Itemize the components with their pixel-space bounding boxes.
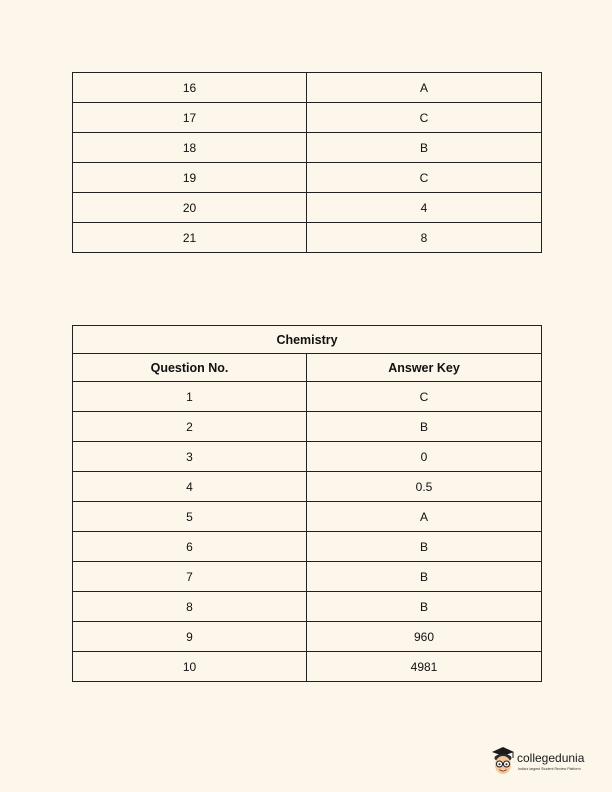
question-number-cell: 8 [73, 592, 307, 622]
answer-key-cell: B [307, 133, 542, 163]
logo-tagline: India's largest Student Review Platform [518, 767, 581, 771]
table-row [73, 382, 542, 412]
table-row [73, 412, 542, 442]
answer-key-cell: B [307, 592, 542, 622]
question-number-cell: 7 [73, 562, 307, 592]
answer-key-cell: B [307, 562, 542, 592]
answer-key-cell: 960 [307, 622, 542, 652]
question-number-cell: 1 [73, 382, 307, 412]
question-number-cell: 16 [73, 73, 307, 103]
answer-key-cell: A [307, 502, 542, 532]
table-row [73, 103, 542, 133]
table-row [73, 442, 542, 472]
table-row [73, 502, 542, 532]
mascot-icon [489, 744, 517, 780]
answer-key-table-continued [72, 72, 542, 253]
question-number-cell: 6 [73, 532, 307, 562]
question-number-cell: 18 [73, 133, 307, 163]
table-title: Chemistry [73, 326, 542, 354]
table-title-row [73, 326, 542, 354]
answer-key-cell: 0 [307, 442, 542, 472]
column-header-question: Question No. [73, 354, 307, 382]
table-row [73, 562, 542, 592]
table-row [73, 622, 542, 652]
question-number-cell: 19 [73, 163, 307, 193]
question-number-cell: 4 [73, 472, 307, 502]
answer-key-cell: C [307, 163, 542, 193]
table-body [73, 382, 542, 682]
answer-key-cell: 8 [307, 223, 542, 253]
table-row [73, 133, 542, 163]
answer-key-cell: B [307, 412, 542, 442]
table-row [73, 163, 542, 193]
question-number-cell: 20 [73, 193, 307, 223]
question-number-cell: 17 [73, 103, 307, 133]
collegedunia-logo [489, 744, 589, 780]
answer-key-cell: C [307, 103, 542, 133]
question-number-cell: 2 [73, 412, 307, 442]
answer-key-cell: 4 [307, 193, 542, 223]
question-number-cell: 10 [73, 652, 307, 682]
table-row [73, 592, 542, 622]
answer-key-cell: C [307, 382, 542, 412]
table-row [73, 193, 542, 223]
column-header-answer: Answer Key [307, 354, 542, 382]
answer-key-cell: B [307, 532, 542, 562]
table-row [73, 223, 542, 253]
column-header-row [73, 354, 542, 382]
table-row [73, 73, 542, 103]
logo-wordmark: collegedunia [517, 751, 585, 765]
table-body [73, 73, 542, 253]
table-row [73, 652, 542, 682]
question-number-cell: 9 [73, 622, 307, 652]
answer-key-cell: 4981 [307, 652, 542, 682]
question-number-cell: 21 [73, 223, 307, 253]
question-number-cell: 5 [73, 502, 307, 532]
question-number-cell: 3 [73, 442, 307, 472]
answer-key-cell: A [307, 73, 542, 103]
table-row [73, 532, 542, 562]
table-row [73, 472, 542, 502]
answer-key-cell: 0.5 [307, 472, 542, 502]
chemistry-answer-key-table [72, 325, 542, 682]
